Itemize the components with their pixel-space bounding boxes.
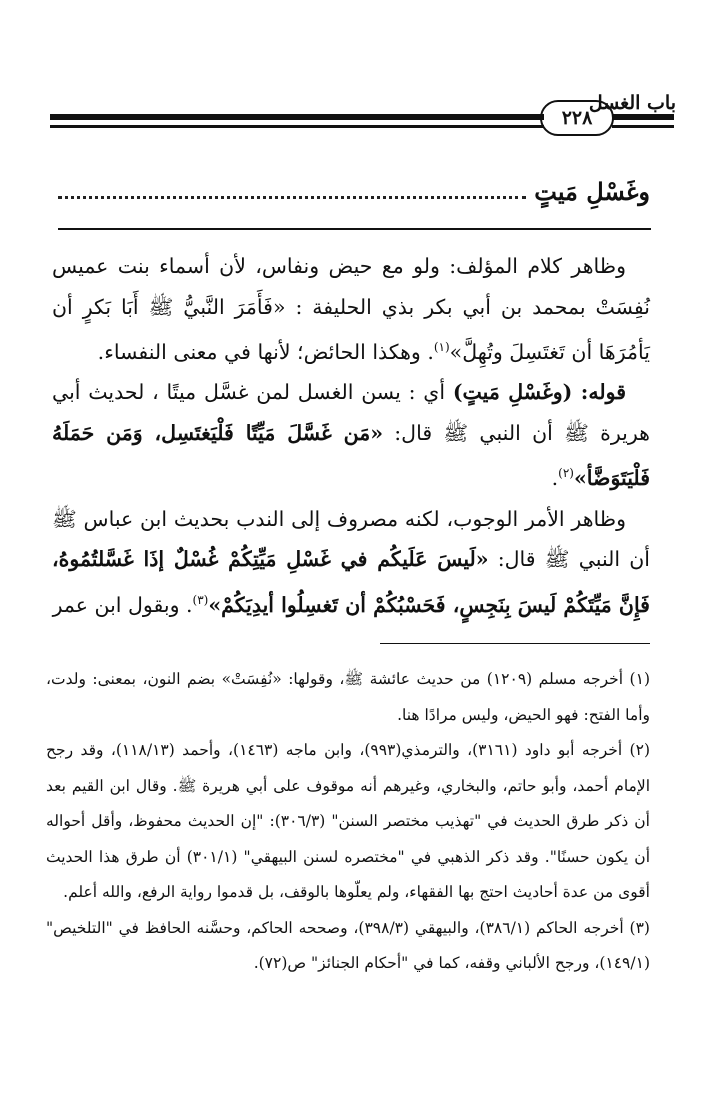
p3-end: . وبقول ابن عمر — [52, 592, 193, 617]
section-dot-leader — [58, 195, 526, 199]
main-text — [52, 246, 650, 625]
footnote-separator — [380, 643, 650, 644]
page-number: ٢٢٨ — [540, 100, 614, 136]
section-heading — [58, 172, 650, 206]
section-underline — [58, 228, 651, 230]
paragraph-1 — [52, 246, 650, 372]
footnote-1-text: أخرجه مسلم (١٢٠٩) من حديث عائشة ﷺ، وقولها: «نُفِسَتْ» بضم النون، بمعنى: ولدت، وأما الفتح: فهو الحيض، وليس مرادًا هنا. — [46, 670, 650, 724]
p2-quote: «مَن غَسَّلَ مَيِّتًا فَلْيَغتَسِل، وَمَن حَمَلَهُ فَلْيَتَوَضَّأ» — [52, 420, 650, 491]
p3-quote: «لَيسَ عَلَيكُم في غَسْلِ مَيِّتِكُمْ غُسْلٌ إذَا غَسَّلتُمُوهُ، فَإِنَّ مَيِّتَكُمْ لَيسَ بِنَجِسٍ، فَحَسْبُكُمْ أن تَغسِلُوا أيدِيَكُمْ» — [52, 547, 650, 617]
footnote-2 — [46, 733, 650, 911]
footnote-2-text: أخرجه أبو داود (٣١٦١)، والترمذي(٩٩٣)، وابن ماجه (١٤٦٣)، وأحمد (١١٨/١٣)، وقد رجح الإمام أحمد، وأبو حاتم، والبخاري، وغيرهم أنه موقوف على أبي هريرة ﷺ. وقال ابن القيم بعد أن ذكر طرق الحديث في "تهذيب مختصر السنن" (٣٠٦/٣): "إن الحديث محفوظ، وأقل أحواله أن يكون حسنًا". وقد ذكر الذهبي في "مختصره لسنن البيهقي" (٣٠١/١) أن طرق هذا الحديث أقوى من عدة أحاديث احتج بها الفقهاء، ولم يعلّوها بالوقف، بل قدموا رواية الرفع، والله أعلم. — [46, 741, 650, 901]
p2-end: . — [551, 466, 559, 491]
paragraph-3 — [52, 499, 650, 625]
header-rule-thick — [50, 114, 544, 120]
footnote-ref-2: (٢) — [558, 466, 574, 481]
header-rule-thick-right — [612, 114, 674, 120]
p2-label: قوله: (وغَسْلِ مَيتٍ) — [452, 380, 626, 405]
footnotes — [46, 662, 650, 982]
chapter-title: باب الغسل — [588, 92, 676, 114]
p2-text: أي : يسن الغسل لمن غسَّل ميتًا ، لحديث أبي هريرة ﷺ أن النبي ﷺ قال: — [52, 380, 650, 445]
p3-text: وظاهر الأمر الوجوب، لكنه مصروف إلى الندب بحديث ابن عباس ﷺ أن النبي ﷺ قال: — [52, 506, 651, 572]
footnote-ref-3: (٣) — [192, 592, 209, 607]
header-rule-thin-right — [612, 125, 674, 128]
footnote-3-number: (٣) — [629, 918, 650, 937]
footnote-3-text: أخرجه الحاكم (٣٨٦/١)، والبيهقي (٣٩٨/٣)، وصححه الحاكم، وحسَّنه الحافظ في "التلخيص" (١٤٩/١)، ورجح الألباني وقفه، كما في "أحكام الجنائز" ص(٧٢). — [46, 918, 650, 972]
footnote-3 — [46, 911, 650, 982]
footnote-ref-1: (١) — [433, 340, 450, 354]
footnote-1 — [46, 662, 650, 733]
paragraph-2 — [52, 372, 650, 498]
footnote-1-number: (١) — [629, 670, 650, 688]
footnote-2-number: (٢) — [629, 741, 650, 759]
p1-end: . وهكذا الحائض؛ لأنها في معنى النفساء. — [97, 339, 434, 364]
header-rule-thin — [50, 125, 544, 128]
section-title: وغَسْلِ مَيتٍ — [534, 177, 650, 206]
p1-text: وظاهر كلام المؤلف: ولو مع حيض ونفاس، لأن أسماء بنت عميس نُفِسَتْ بمحمد بن أبي بكر بذي الحليفة : «فَأَمَرَ النَّبيُّ ﷺ أَبَا بَكرٍ أن يَأمُرَهَا أن تَغتَسِلَ وتُهِلَّ» — [52, 254, 650, 364]
